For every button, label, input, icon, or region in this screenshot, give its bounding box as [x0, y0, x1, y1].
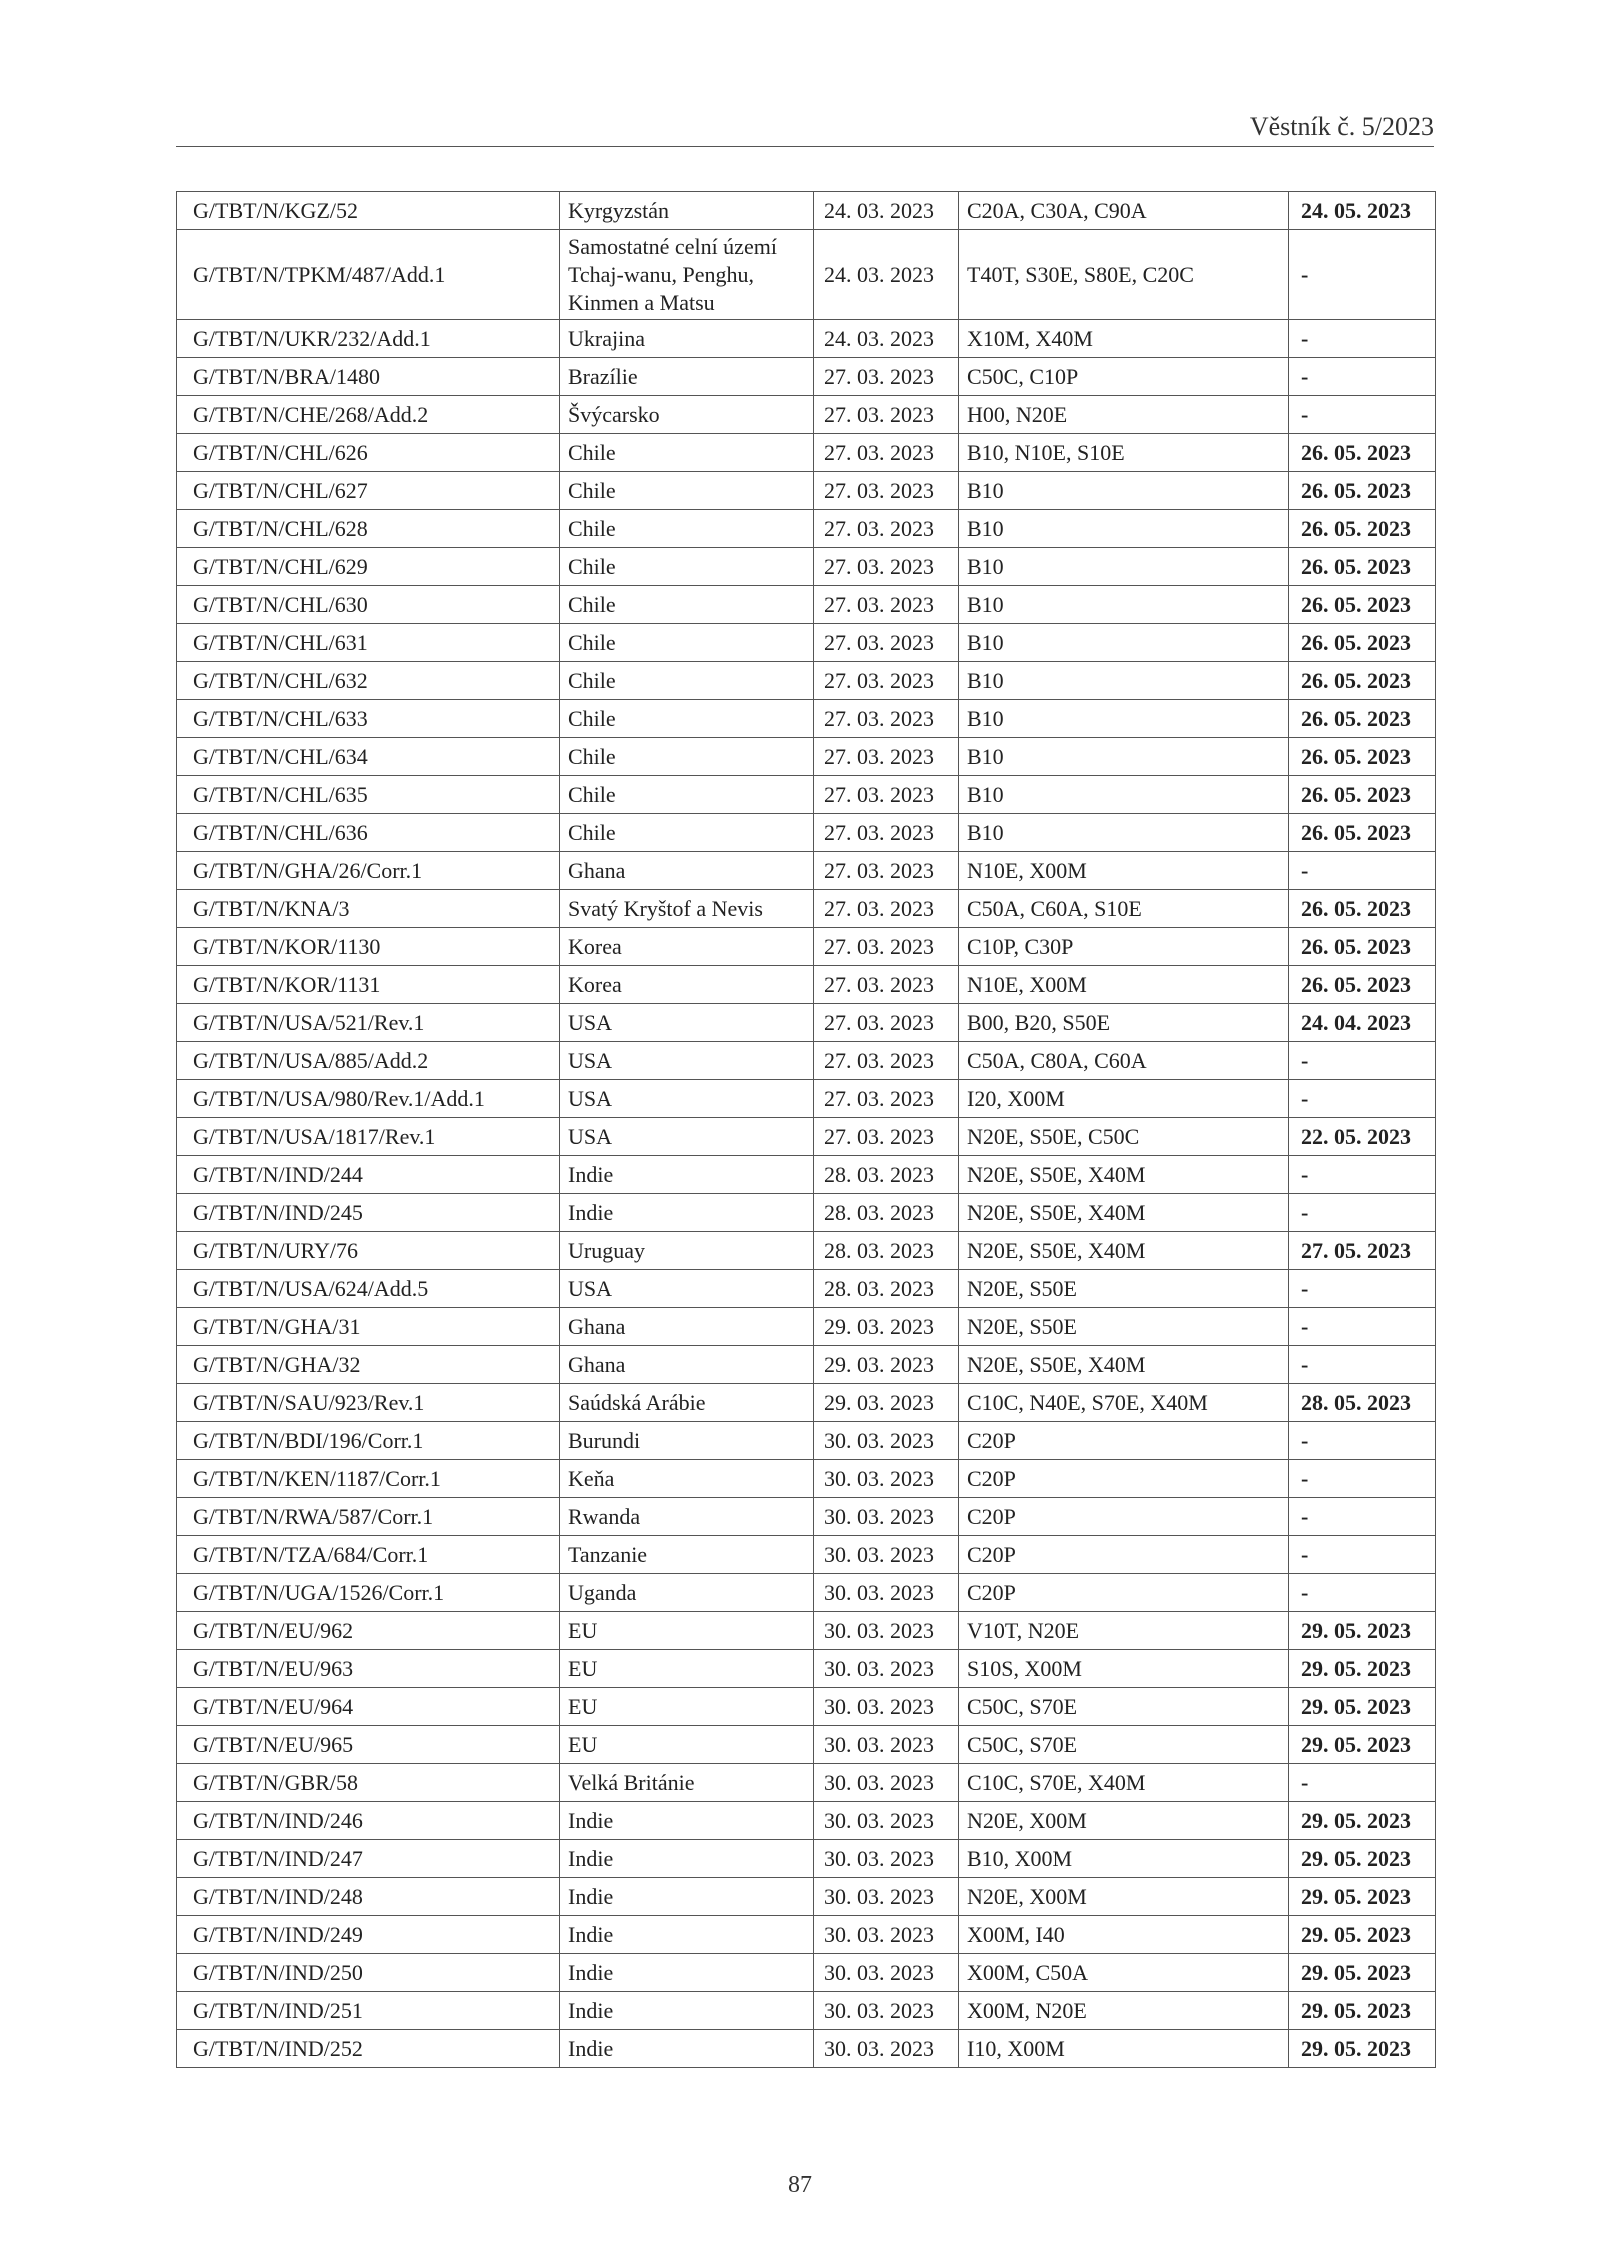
notification-code-cell: G/TBT/N/USA/624/Add.5 — [177, 1270, 560, 1308]
date-cell: 24. 03. 2023 — [814, 320, 959, 358]
classification-cell: N20E, S50E, C50C — [959, 1118, 1289, 1156]
deadline-cell: 26. 05. 2023 — [1289, 586, 1436, 624]
deadline-cell: 26. 05. 2023 — [1289, 814, 1436, 852]
table-row — [177, 1194, 1436, 1232]
date-cell: 27. 03. 2023 — [814, 510, 959, 548]
classification-cell: C50C, S70E — [959, 1726, 1289, 1764]
country-cell: Indie — [560, 1840, 814, 1878]
deadline-cell: - — [1289, 1764, 1436, 1802]
notification-code-cell: G/TBT/N/EU/965 — [177, 1726, 560, 1764]
deadline-cell: 29. 05. 2023 — [1289, 1954, 1436, 1992]
country-cell: Chile — [560, 510, 814, 548]
classification-cell: C20P — [959, 1536, 1289, 1574]
date-cell: 27. 03. 2023 — [814, 700, 959, 738]
deadline-cell: - — [1289, 852, 1436, 890]
deadline-cell: 24. 05. 2023 — [1289, 192, 1436, 230]
table-row — [177, 1802, 1436, 1840]
table-row — [177, 1232, 1436, 1270]
date-cell: 30. 03. 2023 — [814, 1498, 959, 1536]
classification-cell: C20P — [959, 1574, 1289, 1612]
table-row — [177, 1270, 1436, 1308]
date-cell: 30. 03. 2023 — [814, 1536, 959, 1574]
country-cell: Korea — [560, 966, 814, 1004]
date-cell: 30. 03. 2023 — [814, 2030, 959, 2068]
table-row — [177, 1118, 1436, 1156]
table-row — [177, 472, 1436, 510]
classification-cell: B10 — [959, 776, 1289, 814]
table-row — [177, 1460, 1436, 1498]
deadline-cell: 29. 05. 2023 — [1289, 1878, 1436, 1916]
table-row — [177, 1156, 1436, 1194]
table-row — [177, 1688, 1436, 1726]
country-cell: Chile — [560, 548, 814, 586]
date-cell: 27. 03. 2023 — [814, 434, 959, 472]
classification-cell: N10E, X00M — [959, 852, 1289, 890]
deadline-cell: 26. 05. 2023 — [1289, 700, 1436, 738]
notification-code-cell: G/TBT/N/KGZ/52 — [177, 192, 560, 230]
country-cell: Indie — [560, 1802, 814, 1840]
classification-cell: N20E, S50E, X40M — [959, 1156, 1289, 1194]
notification-code-cell: G/TBT/N/CHL/629 — [177, 548, 560, 586]
date-cell: 28. 03. 2023 — [814, 1156, 959, 1194]
table-row — [177, 1612, 1436, 1650]
country-cell: Ghana — [560, 1308, 814, 1346]
deadline-cell: 26. 05. 2023 — [1289, 738, 1436, 776]
date-cell: 30. 03. 2023 — [814, 1460, 959, 1498]
table-row — [177, 396, 1436, 434]
table-row — [177, 814, 1436, 852]
country-cell: Indie — [560, 1992, 814, 2030]
deadline-cell: - — [1289, 396, 1436, 434]
table-row — [177, 1840, 1436, 1878]
date-cell: 27. 03. 2023 — [814, 814, 959, 852]
country-cell: Indie — [560, 1878, 814, 1916]
deadline-cell: 26. 05. 2023 — [1289, 434, 1436, 472]
classification-cell: B10 — [959, 586, 1289, 624]
country-cell: Saúdská Arábie — [560, 1384, 814, 1422]
classification-cell: N20E, S50E, X40M — [959, 1346, 1289, 1384]
classification-cell: B10 — [959, 662, 1289, 700]
classification-cell: C10C, N40E, S70E, X40M — [959, 1384, 1289, 1422]
date-cell: 29. 03. 2023 — [814, 1346, 959, 1384]
notification-code-cell: G/TBT/N/KOR/1131 — [177, 966, 560, 1004]
deadline-cell: - — [1289, 358, 1436, 396]
country-cell: Tanzanie — [560, 1536, 814, 1574]
classification-cell: N10E, X00M — [959, 966, 1289, 1004]
country-cell: Kyrgyzstán — [560, 192, 814, 230]
classification-cell: S10S, X00M — [959, 1650, 1289, 1688]
deadline-cell: 26. 05. 2023 — [1289, 624, 1436, 662]
notification-code-cell: G/TBT/N/IND/249 — [177, 1916, 560, 1954]
table-row — [177, 1384, 1436, 1422]
date-cell: 30. 03. 2023 — [814, 1726, 959, 1764]
country-cell: Chile — [560, 434, 814, 472]
notification-code-cell: G/TBT/N/KEN/1187/Corr.1 — [177, 1460, 560, 1498]
classification-cell: B10 — [959, 548, 1289, 586]
country-cell: Ghana — [560, 1346, 814, 1384]
table-row — [177, 1954, 1436, 1992]
classification-cell: N20E, S50E — [959, 1308, 1289, 1346]
table-row — [177, 1726, 1436, 1764]
country-cell: Keňa — [560, 1460, 814, 1498]
date-cell: 27. 03. 2023 — [814, 1042, 959, 1080]
date-cell: 28. 03. 2023 — [814, 1232, 959, 1270]
deadline-cell: - — [1289, 1574, 1436, 1612]
classification-cell: B10 — [959, 624, 1289, 662]
date-cell: 27. 03. 2023 — [814, 738, 959, 776]
deadline-cell: 24. 04. 2023 — [1289, 1004, 1436, 1042]
classification-cell: N20E, S50E, X40M — [959, 1232, 1289, 1270]
country-cell: Indie — [560, 1194, 814, 1232]
date-cell: 27. 03. 2023 — [814, 1004, 959, 1042]
country-line: Tchaj-wanu, Penghu, — [568, 261, 755, 287]
notification-code-cell: G/TBT/N/KOR/1130 — [177, 928, 560, 966]
country-cell: Indie — [560, 1916, 814, 1954]
country-cell: Burundi — [560, 1422, 814, 1460]
country-cell: Chile — [560, 624, 814, 662]
table-row — [177, 1916, 1436, 1954]
table-row — [177, 700, 1436, 738]
deadline-cell: 27. 05. 2023 — [1289, 1232, 1436, 1270]
country-cell: Indie — [560, 1156, 814, 1194]
table-row — [177, 1346, 1436, 1384]
date-cell: 30. 03. 2023 — [814, 1612, 959, 1650]
classification-cell: N20E, S50E — [959, 1270, 1289, 1308]
classification-cell: C20P — [959, 1422, 1289, 1460]
table-row — [177, 548, 1436, 586]
date-cell: 30. 03. 2023 — [814, 1650, 959, 1688]
deadline-cell: - — [1289, 1536, 1436, 1574]
table-row — [177, 890, 1436, 928]
classification-cell: B10, N10E, S10E — [959, 434, 1289, 472]
classification-cell: C20P — [959, 1498, 1289, 1536]
classification-cell: X10M, X40M — [959, 320, 1289, 358]
notification-code-cell: G/TBT/N/IND/246 — [177, 1802, 560, 1840]
deadline-cell: 29. 05. 2023 — [1289, 2030, 1436, 2068]
country-cell: USA — [560, 1270, 814, 1308]
country-cell: Chile — [560, 586, 814, 624]
deadline-cell: 22. 05. 2023 — [1289, 1118, 1436, 1156]
country-cell: EU — [560, 1726, 814, 1764]
deadline-cell: 29. 05. 2023 — [1289, 1688, 1436, 1726]
date-cell: 30. 03. 2023 — [814, 1574, 959, 1612]
notification-code-cell: G/TBT/N/CHL/630 — [177, 586, 560, 624]
date-cell: 27. 03. 2023 — [814, 928, 959, 966]
date-cell: 27. 03. 2023 — [814, 586, 959, 624]
table-row — [177, 1536, 1436, 1574]
date-cell: 27. 03. 2023 — [814, 396, 959, 434]
deadline-cell: 29. 05. 2023 — [1289, 1916, 1436, 1954]
deadline-cell: 26. 05. 2023 — [1289, 928, 1436, 966]
notification-code-cell: G/TBT/N/UKR/232/Add.1 — [177, 320, 560, 358]
country-cell: Brazílie — [560, 358, 814, 396]
table-row — [177, 1992, 1436, 2030]
notification-code-cell: G/TBT/N/CHL/632 — [177, 662, 560, 700]
country-cell: Ukrajina — [560, 320, 814, 358]
country-cell: Rwanda — [560, 1498, 814, 1536]
table-row — [177, 320, 1436, 358]
deadline-cell: - — [1289, 1042, 1436, 1080]
notification-code-cell: G/TBT/N/IND/250 — [177, 1954, 560, 1992]
notification-code-cell: G/TBT/N/EU/964 — [177, 1688, 560, 1726]
table-row — [177, 1080, 1436, 1118]
table-row — [177, 1042, 1436, 1080]
date-cell: 30. 03. 2023 — [814, 1840, 959, 1878]
table-row — [177, 776, 1436, 814]
notification-code-cell: G/TBT/N/CHL/627 — [177, 472, 560, 510]
date-cell: 27. 03. 2023 — [814, 358, 959, 396]
classification-cell: C50C, S70E — [959, 1688, 1289, 1726]
notification-code-cell: G/TBT/N/EU/962 — [177, 1612, 560, 1650]
deadline-cell: 29. 05. 2023 — [1289, 1840, 1436, 1878]
notification-code-cell: G/TBT/N/CHL/633 — [177, 700, 560, 738]
classification-cell: I10, X00M — [959, 2030, 1289, 2068]
date-cell: 30. 03. 2023 — [814, 1422, 959, 1460]
deadline-cell: 26. 05. 2023 — [1289, 966, 1436, 1004]
classification-cell: B10 — [959, 472, 1289, 510]
notification-code-cell: G/TBT/N/SAU/923/Rev.1 — [177, 1384, 560, 1422]
country-cell: Ghana — [560, 852, 814, 890]
country-cell: USA — [560, 1080, 814, 1118]
classification-cell: V10T, N20E — [959, 1612, 1289, 1650]
deadline-cell: 26. 05. 2023 — [1289, 890, 1436, 928]
table-row — [177, 662, 1436, 700]
table-row — [177, 1498, 1436, 1536]
classification-cell: N20E, X00M — [959, 1878, 1289, 1916]
notification-code-cell: G/TBT/N/IND/252 — [177, 2030, 560, 2068]
country-line: Kinmen a Matsu — [568, 289, 715, 315]
classification-cell: B10 — [959, 510, 1289, 548]
notification-code-cell: G/TBT/N/CHL/626 — [177, 434, 560, 472]
notification-code-cell: G/TBT/N/KNA/3 — [177, 890, 560, 928]
deadline-cell: - — [1289, 1460, 1436, 1498]
table-row — [177, 966, 1436, 1004]
classification-cell: C50A, C60A, S10E — [959, 890, 1289, 928]
classification-cell: C50A, C80A, C60A — [959, 1042, 1289, 1080]
header-divider — [176, 146, 1434, 147]
notifications-table — [176, 191, 1436, 2068]
deadline-cell: - — [1289, 1080, 1436, 1118]
notification-code-cell: G/TBT/N/IND/245 — [177, 1194, 560, 1232]
country-cell: USA — [560, 1004, 814, 1042]
notification-code-cell: G/TBT/N/IND/251 — [177, 1992, 560, 2030]
deadline-cell: 28. 05. 2023 — [1289, 1384, 1436, 1422]
country-cell: Chile — [560, 776, 814, 814]
classification-cell: X00M, I40 — [959, 1916, 1289, 1954]
notification-code-cell: G/TBT/N/CHL/628 — [177, 510, 560, 548]
classification-cell: B10 — [959, 814, 1289, 852]
deadline-cell: - — [1289, 1346, 1436, 1384]
classification-cell: B00, B20, S50E — [959, 1004, 1289, 1042]
classification-cell: X00M, C50A — [959, 1954, 1289, 1992]
classification-cell: B10 — [959, 738, 1289, 776]
table-row — [177, 1764, 1436, 1802]
notification-code-cell: G/TBT/N/TPKM/487/Add.1 — [177, 230, 560, 320]
deadline-cell: 26. 05. 2023 — [1289, 662, 1436, 700]
classification-cell: N20E, S50E, X40M — [959, 1194, 1289, 1232]
date-cell: 27. 03. 2023 — [814, 890, 959, 928]
date-cell: 30. 03. 2023 — [814, 1688, 959, 1726]
date-cell: 27. 03. 2023 — [814, 1118, 959, 1156]
notification-code-cell: G/TBT/N/TZA/684/Corr.1 — [177, 1536, 560, 1574]
notification-code-cell: G/TBT/N/BDI/196/Corr.1 — [177, 1422, 560, 1460]
country-cell: Velká Británie — [560, 1764, 814, 1802]
date-cell: 28. 03. 2023 — [814, 1194, 959, 1232]
table-row — [177, 358, 1436, 396]
deadline-cell: 29. 05. 2023 — [1289, 1612, 1436, 1650]
notification-code-cell: G/TBT/N/IND/247 — [177, 1840, 560, 1878]
date-cell: 28. 03. 2023 — [814, 1270, 959, 1308]
classification-cell: C50C, C10P — [959, 358, 1289, 396]
notification-code-cell: G/TBT/N/URY/76 — [177, 1232, 560, 1270]
table-row — [177, 852, 1436, 890]
table-row — [177, 1650, 1436, 1688]
table-row — [177, 1004, 1436, 1042]
deadline-cell: - — [1289, 1498, 1436, 1536]
notification-code-cell: G/TBT/N/IND/244 — [177, 1156, 560, 1194]
deadline-cell: 29. 05. 2023 — [1289, 1726, 1436, 1764]
deadline-cell: 29. 05. 2023 — [1289, 1992, 1436, 2030]
notification-code-cell: G/TBT/N/USA/885/Add.2 — [177, 1042, 560, 1080]
date-cell: 24. 03. 2023 — [814, 192, 959, 230]
date-cell: 30. 03. 2023 — [814, 1954, 959, 1992]
country-cell: EU — [560, 1612, 814, 1650]
table-row — [177, 230, 1436, 320]
notification-code-cell: G/TBT/N/GBR/58 — [177, 1764, 560, 1802]
notification-code-cell: G/TBT/N/USA/521/Rev.1 — [177, 1004, 560, 1042]
notification-code-cell: G/TBT/N/UGA/1526/Corr.1 — [177, 1574, 560, 1612]
deadline-cell: - — [1289, 1194, 1436, 1232]
notification-code-cell: G/TBT/N/CHE/268/Add.2 — [177, 396, 560, 434]
date-cell: 27. 03. 2023 — [814, 662, 959, 700]
country-cell: Chile — [560, 700, 814, 738]
classification-cell: C20P — [959, 1460, 1289, 1498]
country-cell: USA — [560, 1042, 814, 1080]
table-row — [177, 624, 1436, 662]
table-row — [177, 586, 1436, 624]
deadline-cell: 26. 05. 2023 — [1289, 548, 1436, 586]
date-cell: 24. 03. 2023 — [814, 230, 959, 320]
classification-cell: C20A, C30A, C90A — [959, 192, 1289, 230]
country-cell: Chile — [560, 738, 814, 776]
country-cell: Indie — [560, 2030, 814, 2068]
table-row — [177, 1574, 1436, 1612]
date-cell: 27. 03. 2023 — [814, 966, 959, 1004]
classification-cell: X00M, N20E — [959, 1992, 1289, 2030]
notification-code-cell: G/TBT/N/BRA/1480 — [177, 358, 560, 396]
date-cell: 29. 03. 2023 — [814, 1384, 959, 1422]
country-cell: Indie — [560, 1954, 814, 1992]
deadline-cell: - — [1289, 1308, 1436, 1346]
date-cell: 27. 03. 2023 — [814, 548, 959, 586]
table-row — [177, 434, 1436, 472]
classification-cell: B10 — [959, 700, 1289, 738]
date-cell: 29. 03. 2023 — [814, 1308, 959, 1346]
table-row — [177, 738, 1436, 776]
notification-code-cell: G/TBT/N/GHA/26/Corr.1 — [177, 852, 560, 890]
date-cell: 27. 03. 2023 — [814, 1080, 959, 1118]
date-cell: 27. 03. 2023 — [814, 776, 959, 814]
country-line: Samostatné celní území — [568, 233, 777, 259]
country-cell: EU — [560, 1688, 814, 1726]
notification-code-cell: G/TBT/N/RWA/587/Corr.1 — [177, 1498, 560, 1536]
country-cell: Chile — [560, 472, 814, 510]
date-cell: 30. 03. 2023 — [814, 1764, 959, 1802]
deadline-cell: - — [1289, 1270, 1436, 1308]
date-cell: 27. 03. 2023 — [814, 852, 959, 890]
notification-code-cell: G/TBT/N/IND/248 — [177, 1878, 560, 1916]
notification-code-cell: G/TBT/N/GHA/32 — [177, 1346, 560, 1384]
deadline-cell: - — [1289, 1422, 1436, 1460]
notification-code-cell: G/TBT/N/EU/963 — [177, 1650, 560, 1688]
country-cell — [560, 230, 814, 320]
country-cell: Uganda — [560, 1574, 814, 1612]
notifications-table-body — [177, 192, 1436, 2068]
deadline-cell: 29. 05. 2023 — [1289, 1802, 1436, 1840]
date-cell: 30. 03. 2023 — [814, 1802, 959, 1840]
classification-cell: C10C, S70E, X40M — [959, 1764, 1289, 1802]
classification-cell: T40T, S30E, S80E, C20C — [959, 230, 1289, 320]
country-cell: USA — [560, 1118, 814, 1156]
page-number: 87 — [788, 2172, 812, 2198]
date-cell: 30. 03. 2023 — [814, 1992, 959, 2030]
notification-code-cell: G/TBT/N/GHA/31 — [177, 1308, 560, 1346]
table-row — [177, 2030, 1436, 2068]
country-cell: Švýcarsko — [560, 396, 814, 434]
deadline-cell: - — [1289, 230, 1436, 320]
country-cell: Chile — [560, 814, 814, 852]
deadline-cell: - — [1289, 320, 1436, 358]
table-row — [177, 928, 1436, 966]
classification-cell: N20E, X00M — [959, 1802, 1289, 1840]
table-row — [177, 192, 1436, 230]
date-cell: 30. 03. 2023 — [814, 1878, 959, 1916]
country-cell: EU — [560, 1650, 814, 1688]
deadline-cell: 26. 05. 2023 — [1289, 472, 1436, 510]
notification-code-cell: G/TBT/N/CHL/634 — [177, 738, 560, 776]
date-cell: 30. 03. 2023 — [814, 1916, 959, 1954]
notification-code-cell: G/TBT/N/CHL/631 — [177, 624, 560, 662]
deadline-cell: 26. 05. 2023 — [1289, 776, 1436, 814]
country-cell: Uruguay — [560, 1232, 814, 1270]
notification-code-cell: G/TBT/N/USA/980/Rev.1/Add.1 — [177, 1080, 560, 1118]
date-cell: 27. 03. 2023 — [814, 472, 959, 510]
classification-cell: H00, N20E — [959, 396, 1289, 434]
table-row — [177, 1308, 1436, 1346]
country-cell: Svatý Kryštof a Nevis — [560, 890, 814, 928]
notification-code-cell: G/TBT/N/CHL/635 — [177, 776, 560, 814]
deadline-cell: 29. 05. 2023 — [1289, 1650, 1436, 1688]
notification-code-cell: G/TBT/N/USA/1817/Rev.1 — [177, 1118, 560, 1156]
deadline-cell: 26. 05. 2023 — [1289, 510, 1436, 548]
table-row — [177, 1878, 1436, 1916]
bulletin-title: Věstník č. 5/2023 — [1249, 112, 1434, 141]
deadline-cell: - — [1289, 1156, 1436, 1194]
country-cell: Korea — [560, 928, 814, 966]
classification-cell: C10P, C30P — [959, 928, 1289, 966]
table-row — [177, 510, 1436, 548]
date-cell: 27. 03. 2023 — [814, 624, 959, 662]
classification-cell: I20, X00M — [959, 1080, 1289, 1118]
country-cell: Chile — [560, 662, 814, 700]
classification-cell: B10, X00M — [959, 1840, 1289, 1878]
table-row — [177, 1422, 1436, 1460]
notification-code-cell: G/TBT/N/CHL/636 — [177, 814, 560, 852]
